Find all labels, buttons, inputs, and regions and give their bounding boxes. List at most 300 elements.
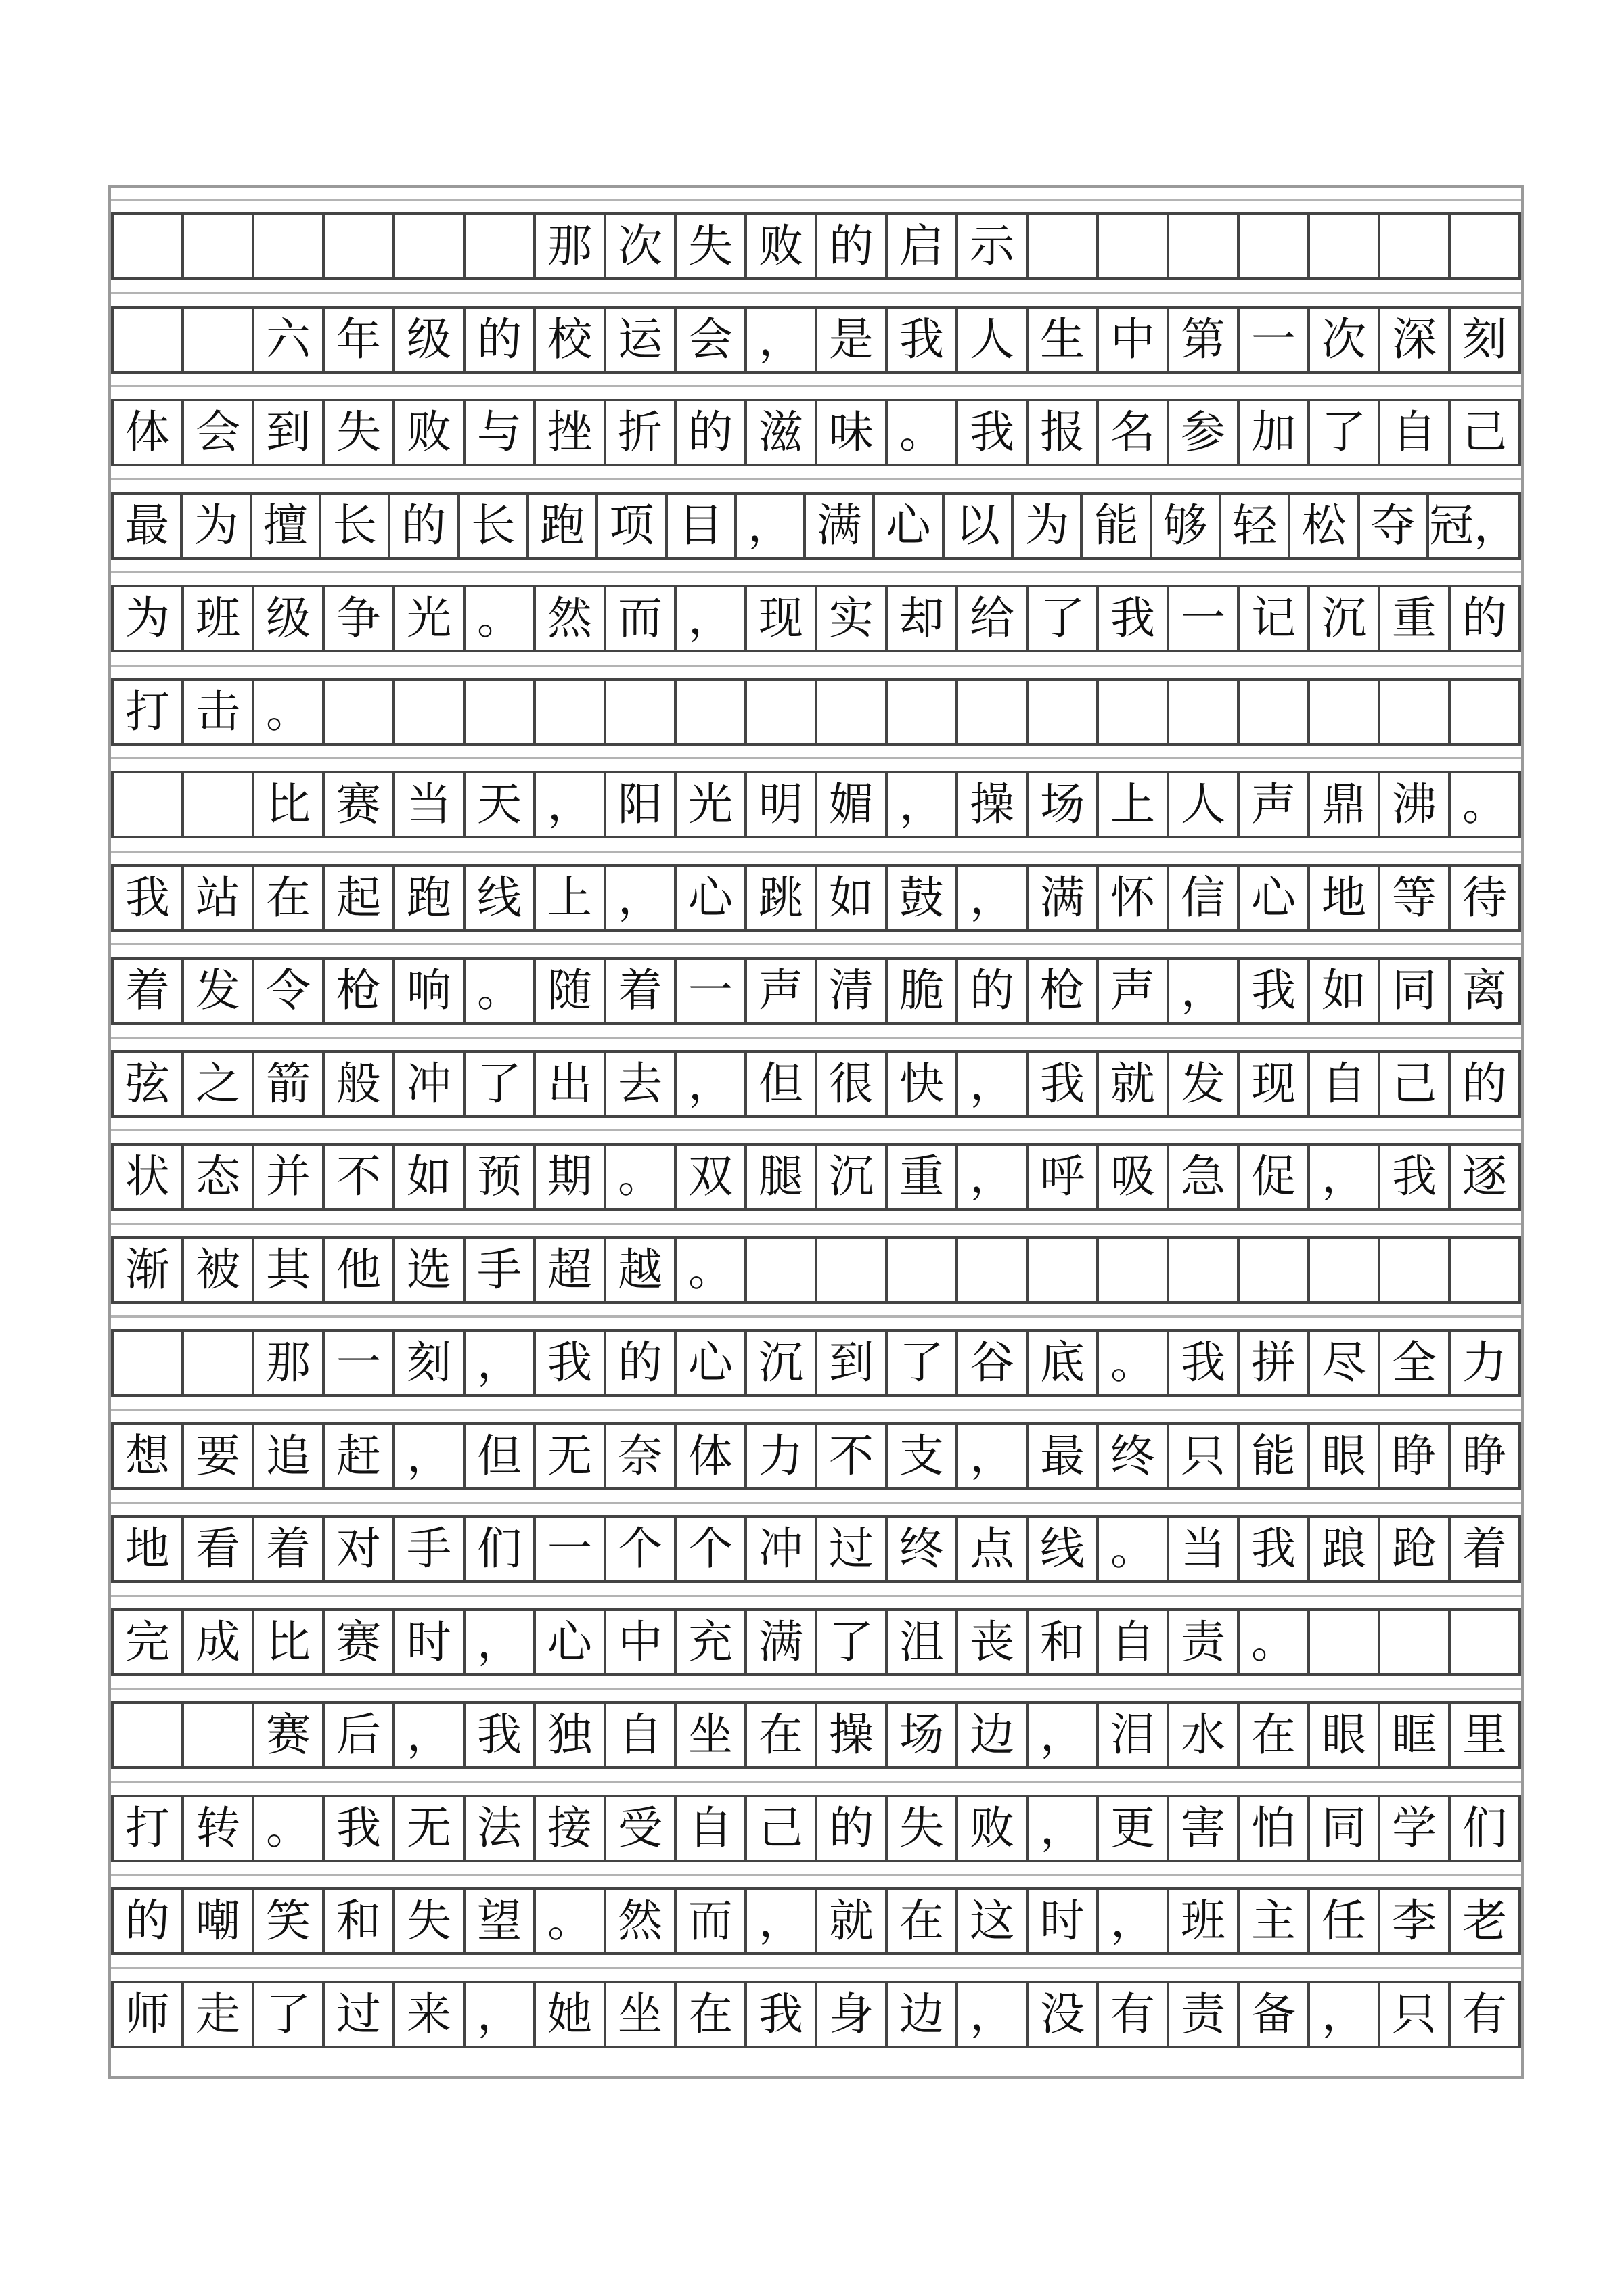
grid-cell: 赛 [254,1704,325,1766]
row-gap-line [111,1037,1521,1039]
grid-cell: 场 [1029,773,1099,836]
grid-cell: 我 [325,1797,395,1860]
grid-cell: 记 [1240,587,1310,650]
grid-cell: 不 [325,1146,395,1208]
grid-cell: ， [1099,1890,1169,1952]
grid-cell [1310,1611,1380,1673]
grid-cell: 长 [460,495,529,557]
grid-cell: 箭 [254,1053,325,1115]
grid-cell: 沉 [817,1146,888,1208]
grid-cell: 学 [1380,1797,1451,1860]
grid-cell: 眼 [1310,1425,1380,1487]
grid-cell: 终 [888,1518,958,1580]
grid-cell: 自 [606,1704,677,1766]
grid-cell: 只 [1169,1425,1240,1487]
grid-cell: 折 [606,401,677,464]
grid-cell: 但 [747,1053,817,1115]
grid-cell [325,215,395,277]
row-gap-line [111,385,1521,387]
grid-cell: 运 [606,309,677,371]
grid-cell: 踉 [1310,1518,1380,1580]
grid-cell: 睁 [1380,1425,1451,1487]
grid-cell: 一 [1240,309,1310,371]
row-gap-line [111,1688,1521,1690]
grid-cell: 现 [747,587,817,650]
grid-cell: 第 [1169,309,1240,371]
grid-cell: ， [958,1425,1029,1487]
grid-cell: 光 [677,773,747,836]
grid-cell: 的 [1451,1053,1521,1115]
grid-cell: 争 [325,587,395,650]
grid-cell: 的 [390,495,459,557]
grid-cell: 独 [536,1704,606,1766]
grid-cell: 着 [254,1518,325,1580]
grid-cell: 吸 [1099,1146,1169,1208]
row-gap-line [111,571,1521,573]
grid-cell: 的 [114,1890,184,1952]
grid-cell: 地 [114,1518,184,1580]
grid-cell [1099,215,1169,277]
grid-cell: 项 [598,495,667,557]
grid-cell: ， [677,587,747,650]
row-gap-line [111,851,1521,853]
grid-cell: 自 [677,1797,747,1860]
row-gap-line [111,292,1521,294]
grid-row [111,1608,1521,1676]
grid-cell: 被 [184,1239,254,1301]
grid-cell: 无 [395,1797,466,1860]
grid-cell: 个 [677,1518,747,1580]
grid-cell: 赶 [325,1425,395,1487]
grid-cell: 要 [184,1425,254,1487]
grid-cell: 体 [677,1425,747,1487]
grid-cell: ， [466,1611,536,1673]
grid-cell: 比 [254,773,325,836]
grid-cell: 追 [254,1425,325,1487]
grid-cell: 我 [958,401,1029,464]
grid-cell: 怕 [1240,1797,1310,1860]
grid-cell [395,681,466,743]
grid-cell: 想 [114,1425,184,1487]
grid-cell: 自 [1310,1053,1380,1115]
grid-cell: 夺 [1360,495,1429,557]
grid-cell: 枪 [1029,960,1099,1022]
grid-row [111,212,1521,280]
grid-cell [1169,1239,1240,1301]
grid-cell: 状 [114,1146,184,1208]
grid-cell [677,681,747,743]
grid-cell: 水 [1169,1704,1240,1766]
grid-cell: 着 [114,960,184,1022]
grid-cell: 的 [817,1797,888,1860]
grid-cell: 一 [325,1332,395,1394]
grid-cell: 个 [606,1518,677,1580]
grid-cell: 心 [875,495,944,557]
row-gap-line [111,1223,1521,1225]
grid-cell: 我 [114,867,184,929]
grid-cell: 眶 [1380,1704,1451,1766]
grid-cell: 当 [1169,1518,1240,1580]
grid-cell: ， [1029,1797,1099,1860]
grid-cell: 败 [958,1797,1029,1860]
grid-cell: 刻 [395,1332,466,1394]
grid-cell: 我 [1240,960,1310,1022]
grid-cell [1451,681,1521,743]
grid-cell: 然 [606,1890,677,1952]
grid-cell: 我 [888,309,958,371]
grid-cell: 而 [677,1890,747,1952]
grid-cell: 。 [606,1146,677,1208]
grid-cell: 同 [1310,1797,1380,1860]
grid-cell: 赛 [325,1611,395,1673]
grid-cell: 。 [1240,1611,1310,1673]
grid-cell: 够 [1152,495,1221,557]
grid-cell: 败 [395,401,466,464]
grid-cell: 满 [806,495,875,557]
grid-cell: 并 [254,1146,325,1208]
grid-cell: 失 [325,401,395,464]
grid-cell: 期 [536,1146,606,1208]
grid-cell: ， [1169,960,1240,1022]
grid-cell [1099,1239,1169,1301]
grid-cell: 底 [1029,1332,1099,1394]
grid-cell: 逐 [1451,1146,1521,1208]
grid-cell [466,681,536,743]
grid-cell [606,681,677,743]
row-gap-line [111,1781,1521,1783]
grid-cell: 点 [958,1518,1029,1580]
grid-cell [1380,681,1451,743]
grid-cell: 阳 [606,773,677,836]
grid-cell: 心 [677,1332,747,1394]
grid-cell [747,1239,817,1301]
grid-cell: 不 [817,1425,888,1487]
grid-cell: 次 [606,215,677,277]
grid-cell: ， [1310,1983,1380,2046]
grid-cell: 主 [1240,1890,1310,1952]
row-gap-line [111,199,1521,201]
grid-cell [395,215,466,277]
grid-cell: 的 [1451,587,1521,650]
grid-cell: 操 [958,773,1029,836]
grid-cell [1451,1239,1521,1301]
grid-row [111,306,1521,374]
grid-cell: 现 [1240,1053,1310,1115]
grid-row [111,1887,1521,1955]
grid-cell: 重 [1380,587,1451,650]
grid-cell [1380,1611,1451,1673]
grid-cell: 失 [888,1797,958,1860]
grid-cell: 手 [395,1518,466,1580]
grid-cell: 那 [536,215,606,277]
grid-cell: 。 [536,1890,606,1952]
grid-cell: 责 [1169,1611,1240,1673]
grid-row [111,1515,1521,1583]
grid-cell: 脆 [888,960,958,1022]
grid-cell [1029,681,1099,743]
grid-cell: 挫 [536,401,606,464]
row-gap-line [111,757,1521,759]
grid-cell: 。 [1099,1332,1169,1394]
grid-cell: ， [737,495,806,557]
grid-cell: 到 [817,1332,888,1394]
grid-cell: 接 [536,1797,606,1860]
grid-cell: 轻 [1221,495,1290,557]
grid-cell: 了 [254,1983,325,2046]
grid-cell: ， [536,773,606,836]
grid-cell: 很 [817,1053,888,1115]
grid-cell: 里 [1451,1704,1521,1766]
grid-cell: 全 [1380,1332,1451,1394]
grid-cell: 会 [677,309,747,371]
grid-cell: 与 [466,401,536,464]
grid-cell: 弦 [114,1053,184,1115]
row-gap-line [111,943,1521,945]
grid-cell: 在 [1240,1704,1310,1766]
grid-cell: 能 [1083,495,1152,557]
grid-cell: 。 [466,587,536,650]
grid-cell [184,1704,254,1766]
grid-cell: 加 [1240,401,1310,464]
grid-cell [536,681,606,743]
grid-cell: 嘲 [184,1890,254,1952]
grid-cell: 着 [606,960,677,1022]
grid-cell: 在 [747,1704,817,1766]
grid-cell: 。 [1099,1518,1169,1580]
grid-cell: 令 [254,960,325,1022]
grid-cell [888,681,958,743]
grid-cell: 会 [184,401,254,464]
grid-cell: 奈 [606,1425,677,1487]
grid-cell: ， [958,1053,1029,1115]
grid-cell: 明 [747,773,817,836]
row-gap-line [111,1874,1521,1876]
grid-row [111,1236,1521,1304]
grid-cell: 了 [1029,587,1099,650]
grid-cell: 满 [747,1611,817,1673]
grid-cell: 体 [114,401,184,464]
grid-cell: ， [395,1704,466,1766]
grid-cell: 天 [466,773,536,836]
grid-cell: 呼 [1029,1146,1099,1208]
grid-cell: 给 [958,587,1029,650]
grid-cell: 丧 [958,1611,1029,1673]
grid-cell: 快 [888,1053,958,1115]
grid-cell: 心 [536,1611,606,1673]
grid-cell [1029,215,1099,277]
grid-cell: 备 [1240,1983,1310,2046]
grid-cell: 坐 [606,1983,677,2046]
grid-cell: 比 [254,1611,325,1673]
grid-cell: 着 [1451,1518,1521,1580]
grid-cell: 有 [1099,1983,1169,2046]
grid-cell: 没 [1029,1983,1099,2046]
grid-cell: 以 [945,495,1014,557]
grid-cell: 的 [958,960,1029,1022]
grid-cell: 之 [184,1053,254,1115]
grid-cell: 时 [395,1611,466,1673]
grid-cell: 发 [184,960,254,1022]
grid-row [111,1701,1521,1769]
grid-cell: 声 [1240,773,1310,836]
grid-cell: 人 [1169,773,1240,836]
grid-cell: 笑 [254,1890,325,1952]
grid-cell: 的 [466,309,536,371]
grid-cell: 己 [1380,1053,1451,1115]
grid-cell: 有 [1451,1983,1521,2046]
grid-cell: 。 [677,1239,747,1301]
grid-cell: 过 [325,1983,395,2046]
grid-cell [184,1332,254,1394]
grid-cell: 沉 [747,1332,817,1394]
grid-cell: 声 [1099,960,1169,1022]
grid-cell: ， [747,309,817,371]
grid-cell: 我 [536,1332,606,1394]
grid-cell: 。 [1451,773,1521,836]
grid-cell: 重 [888,1146,958,1208]
grid-cell: 跳 [747,867,817,929]
grid-cell: 越 [606,1239,677,1301]
grid-row [111,1422,1521,1490]
grid-cell: 心 [677,867,747,929]
grid-cell: 沸 [1380,773,1451,836]
grid-row [111,771,1521,838]
grid-cell: 老 [1451,1890,1521,1952]
grid-cell: 鼓 [888,867,958,929]
grid-cell: 最 [114,495,183,557]
grid-cell: 支 [888,1425,958,1487]
grid-cell: 我 [1380,1146,1451,1208]
grid-cell: 我 [1029,1053,1099,1115]
grid-cell: 操 [817,1704,888,1766]
grid-cell: 过 [817,1518,888,1580]
grid-cell: 们 [1451,1797,1521,1860]
grid-cell: 在 [254,867,325,929]
grid-cell: 边 [958,1704,1029,1766]
grid-cell: 坐 [677,1704,747,1766]
grid-cell: 在 [677,1983,747,2046]
grid-cell: 自 [1099,1611,1169,1673]
row-gap-line [111,1409,1521,1411]
grid-cell: 李 [1380,1890,1451,1952]
row-gap-line [111,1502,1521,1504]
grid-cell: 生 [1029,309,1099,371]
grid-cell [114,773,184,836]
grid-cell: 在 [888,1890,958,1952]
grid-cell [817,681,888,743]
grid-cell: 打 [114,1797,184,1860]
grid-cell: ， [1029,1704,1099,1766]
grid-cell: 了 [888,1332,958,1394]
grid-cell [1169,215,1240,277]
grid-cell: 我 [466,1704,536,1766]
row-gap-line [111,478,1521,480]
grid-cell: 启 [888,215,958,277]
grid-cell [114,1332,184,1394]
grid-cell: 而 [606,587,677,650]
grid-cell: 转 [184,1797,254,1860]
grid-cell: 腿 [747,1146,817,1208]
grid-cell: 次 [1310,309,1380,371]
grid-cell: 冲 [747,1518,817,1580]
grid-cell: 看 [184,1518,254,1580]
grid-cell: 沉 [1310,587,1380,650]
grid-cell: 自 [1380,401,1451,464]
grid-cell: 时 [1029,1890,1099,1952]
grid-cell: 成 [184,1611,254,1673]
grid-cell: 上 [1099,773,1169,836]
grid-cell: 睁 [1451,1425,1521,1487]
grid-cell: 实 [817,587,888,650]
grid-cell: 了 [1310,401,1380,464]
row-gap-line [111,1967,1521,1969]
grid-cell: 长 [321,495,390,557]
grid-cell: 校 [536,309,606,371]
grid-cell: 害 [1169,1797,1240,1860]
grid-cell: 一 [1169,587,1240,650]
grid-cell: 选 [395,1239,466,1301]
grid-cell: 我 [1099,587,1169,650]
grid-cell: 来 [395,1983,466,2046]
grid-cell [254,215,325,277]
grid-cell [1240,681,1310,743]
grid-cell: 班 [1169,1890,1240,1952]
grid-cell: 跑 [395,867,466,929]
grid-cell: 更 [1099,1797,1169,1860]
row-gap-line [111,1315,1521,1318]
grid-cell: 目 [668,495,737,557]
grid-cell: 怀 [1099,867,1169,929]
grid-cell: 如 [395,1146,466,1208]
grid-cell: ， [958,1983,1029,2046]
grid-cell [1380,215,1451,277]
grid-cell: 同 [1380,960,1451,1022]
grid-cell: 充 [677,1611,747,1673]
grid-cell: 上 [536,867,606,929]
grid-cell: 人 [958,309,1029,371]
grid-cell: 受 [606,1797,677,1860]
grid-cell: 光 [395,587,466,650]
grid-cell [958,1239,1029,1301]
grid-row [111,864,1521,932]
grid-cell: 当 [395,773,466,836]
grid-cell: 谷 [958,1332,1029,1394]
grid-cell: 责 [1169,1983,1240,2046]
grid-cell: 就 [1099,1053,1169,1115]
row-gap-line [111,1129,1521,1131]
grid-cell: 清 [817,960,888,1022]
grid-cell: 线 [1029,1518,1099,1580]
grid-cell: 拼 [1240,1332,1310,1394]
grid-cell: 滋 [747,401,817,464]
grid-cell: 刻 [1451,309,1521,371]
grid-cell: 边 [888,1983,958,2046]
grid-cell: 响 [395,960,466,1022]
grid-cell [114,309,184,371]
grid-cell: 态 [184,1146,254,1208]
grid-cell: 就 [817,1890,888,1952]
grid-cell: 中 [1099,309,1169,371]
grid-cell: 参 [1169,401,1240,464]
grid-cell: ， [888,773,958,836]
grid-cell: 望 [466,1890,536,1952]
grid-cell: 这 [958,1890,1029,1952]
grid-cell: 随 [536,960,606,1022]
grid-cell: ， [958,867,1029,929]
grid-cell: 去 [606,1053,677,1115]
grid-cell: 失 [395,1890,466,1952]
grid-cell: 一 [536,1518,606,1580]
